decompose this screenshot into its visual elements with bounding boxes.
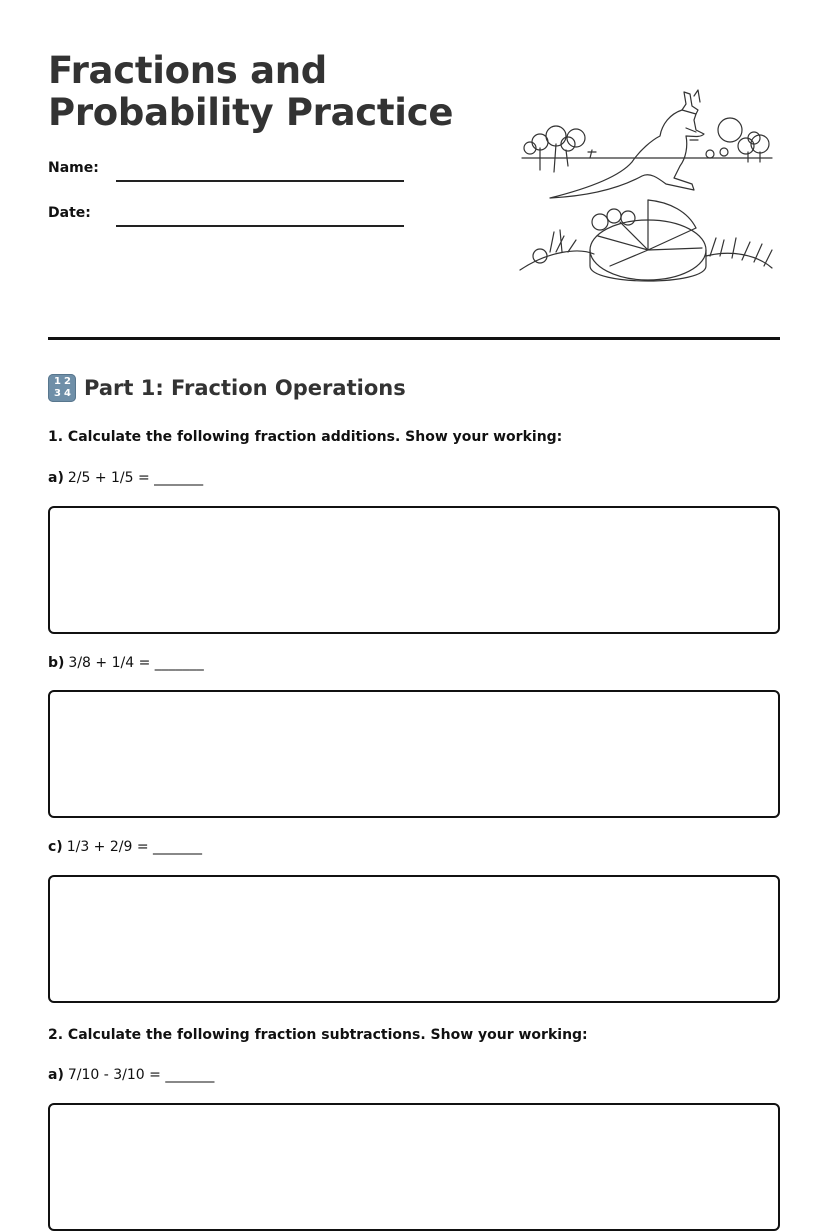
input-numbers-icon: 1 2 3 4 bbox=[48, 374, 76, 402]
working-box-1a[interactable] bbox=[48, 506, 780, 634]
name-label: Name: bbox=[48, 160, 99, 176]
question-2a: a) 7/10 - 3/10 = _______ bbox=[48, 1067, 215, 1083]
question-1a: a) 2/5 + 1/5 = _______ bbox=[48, 470, 204, 486]
question-1c: c) 1/3 + 2/9 = _______ bbox=[48, 839, 203, 855]
date-field[interactable] bbox=[116, 225, 404, 227]
question-1-prompt: 1. Calculate the following fraction additions. Show your working: bbox=[48, 429, 563, 445]
title-line-1: Fractions and bbox=[48, 49, 327, 92]
working-box-2a[interactable] bbox=[48, 1103, 780, 1231]
question-2-prompt: 2. Calculate the following fraction subtractions. Show your working: bbox=[48, 1027, 588, 1043]
question-1b: b) 3/8 + 1/4 = _______ bbox=[48, 655, 204, 671]
title-line-2: Probability Practice bbox=[48, 91, 454, 134]
part-1-title: Part 1: Fraction Operations bbox=[84, 376, 406, 400]
date-label: Date: bbox=[48, 205, 91, 221]
working-box-1c[interactable] bbox=[48, 875, 780, 1003]
name-field[interactable] bbox=[116, 180, 404, 182]
section-divider bbox=[48, 337, 780, 340]
kangaroo-fraction-pie-icon bbox=[510, 80, 780, 290]
page-title bbox=[48, 50, 453, 134]
working-box-1b[interactable] bbox=[48, 690, 780, 818]
part-1-heading bbox=[48, 374, 406, 402]
